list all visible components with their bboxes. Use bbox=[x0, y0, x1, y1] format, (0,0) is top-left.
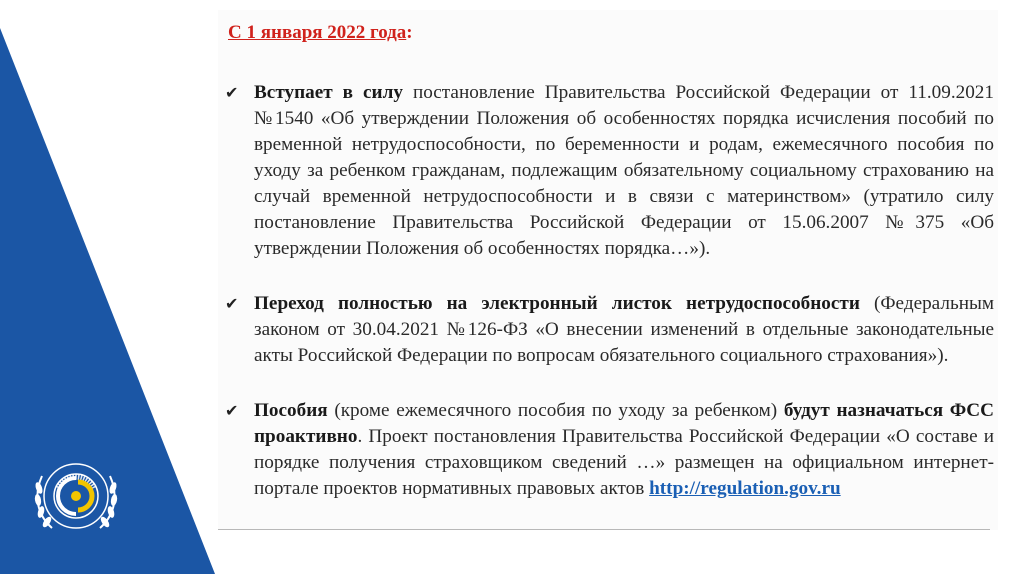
regulation-link[interactable]: http://regulation.gov.ru bbox=[649, 478, 841, 499]
item-body-cont: . Проект постановления Правительства Российской Федерации «О составе и порядке получения страховщиком сведений …» размещен на официальном интернет-портале проектов нормативных правовых актов bbox=[254, 426, 994, 499]
item-body: постановление Правительства Российской Федерации от 11.09.2021 №1540 «Об утверждении Положения об особенностях порядка исчисления пособий по временной нетрудоспособности, по беременности и родам, ежемесячного пособия по уходу за ребенком гражданам, подлежащим обязательному социальному страхованию на случай временной нетрудоспособности и в связи с материнством» (утратило силу постановление Правительства Российской Федерации от 15.06.2007 №375 «Об утверждении Положения об особенностях порядка…»). bbox=[254, 82, 994, 259]
item-body: (Федеральным законом от 30.04.2021 №126-ФЗ «О внесении изменений в отдельные законодательные акты Российской Федерации по вопросам обязательного социального страхования»). bbox=[254, 293, 994, 366]
checkmark-icon: ✔ bbox=[225, 83, 239, 102]
item-text bbox=[254, 291, 994, 369]
heading-colon: : bbox=[406, 22, 413, 43]
item-body: (кроме ежемесячного пособия по уходу за ребенком) bbox=[327, 400, 784, 421]
item-bold-mid: будут назначаться ФСС проактивно bbox=[254, 400, 994, 447]
checkmark-icon: ✔ bbox=[225, 294, 239, 313]
checkmark-icon: ✔ bbox=[225, 401, 239, 420]
item-text bbox=[254, 398, 994, 502]
fss-emblem-icon bbox=[28, 448, 124, 544]
divider-line bbox=[218, 529, 990, 530]
item-bold-lead: Вступает в силу bbox=[254, 82, 403, 103]
heading bbox=[228, 22, 413, 44]
item-bold-lead: Пособия bbox=[254, 400, 328, 421]
heading-date: С 1 января 2022 года bbox=[228, 22, 407, 43]
item-bold-lead: Переход полностью на электронный листок нетрудоспособности bbox=[254, 293, 860, 314]
item-text bbox=[254, 80, 994, 262]
